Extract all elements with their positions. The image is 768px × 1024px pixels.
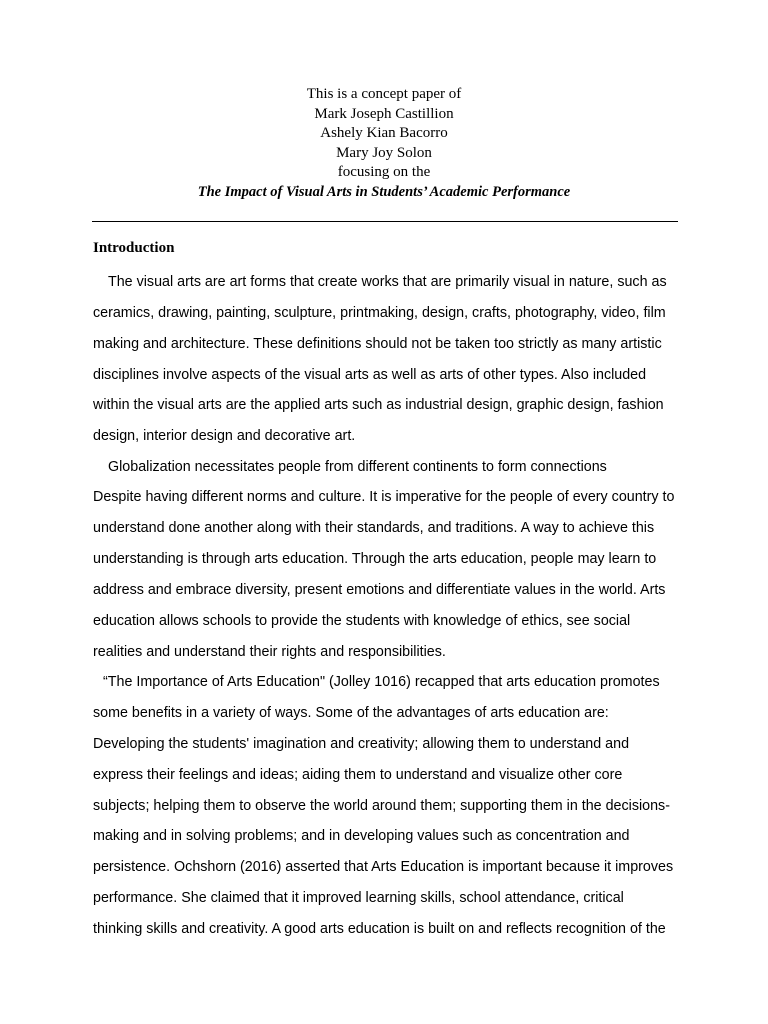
body-line: subjects; helping them to observe the world around them; supporting them in the decisions- [93, 798, 670, 814]
body-line: education allows schools to provide the students with knowledge of ethics, see social [93, 613, 631, 629]
body-line: realities and understand their rights and responsibilities. [93, 644, 446, 660]
body-line: persistence. Ochshorn (2016) asserted that Arts Education is important because it improves [93, 859, 674, 875]
body-line: “The Importance of Arts Education" (Jolley 1016) recapped that arts education promotes [103, 674, 660, 690]
body-line: thinking skills and creativity. A good arts education is built on and reflects recognition of the [93, 921, 666, 937]
body-line: understand done another along with their standards, and traditions. A way to achieve this [93, 520, 655, 536]
body-line: design, interior design and decorative art. [93, 428, 356, 444]
body-line: understanding is through arts education. Through the arts education, people may learn to [93, 551, 657, 567]
body-line: performance. She claimed that it improved learning skills, school attendance, critical [93, 890, 624, 906]
body-line: Globalization necessitates people from different continents to form connections [108, 459, 607, 475]
body-line: making and architecture. These definitions should not be taken too strictly as many artistic [93, 336, 662, 352]
author-name: Mary Joy Solon [336, 144, 432, 161]
paper-title: The Impact of Visual Arts in Students’ Academic Performance [197, 183, 571, 200]
body-line: ceramics, drawing, painting, sculpture, printmaking, design, crafts, photography, video, film [93, 305, 666, 321]
body-line: Developing the students' imagination and creativity; allowing them to understand and [93, 736, 630, 752]
header-line: This is a concept paper of [306, 86, 462, 102]
horizontal-rule [92, 221, 678, 222]
body-line: disciplines involve aspects of the visual arts as well as arts of other types. Also included [93, 367, 647, 383]
title-block [0, 85, 768, 202]
body-line: address and embrace diversity, present emotions and differentiate values in the world. Arts [93, 582, 666, 598]
body-line: making and in solving problems; and in developing values such as concentration and [93, 828, 630, 844]
header-line: focusing on the [337, 164, 431, 180]
body-line: The visual arts are art forms that create works that are primarily visual in nature, such as [108, 274, 667, 290]
author-name: Mark Joseph Castillion [314, 105, 454, 122]
author-name: Ashely Kian Bacorro [320, 125, 448, 141]
body-line: express their feelings and ideas; aiding them to understand and visualize other core [93, 767, 623, 783]
section-heading: Introduction [93, 240, 175, 256]
body-line: some benefits in a variety of ways. Some of the advantages of arts education are: [93, 705, 609, 721]
body-line: Despite having different norms and culture. It is imperative for the people of every country to [93, 489, 675, 505]
body-line: within the visual arts are the applied arts such as industrial design, graphic design, fashion [93, 397, 664, 413]
